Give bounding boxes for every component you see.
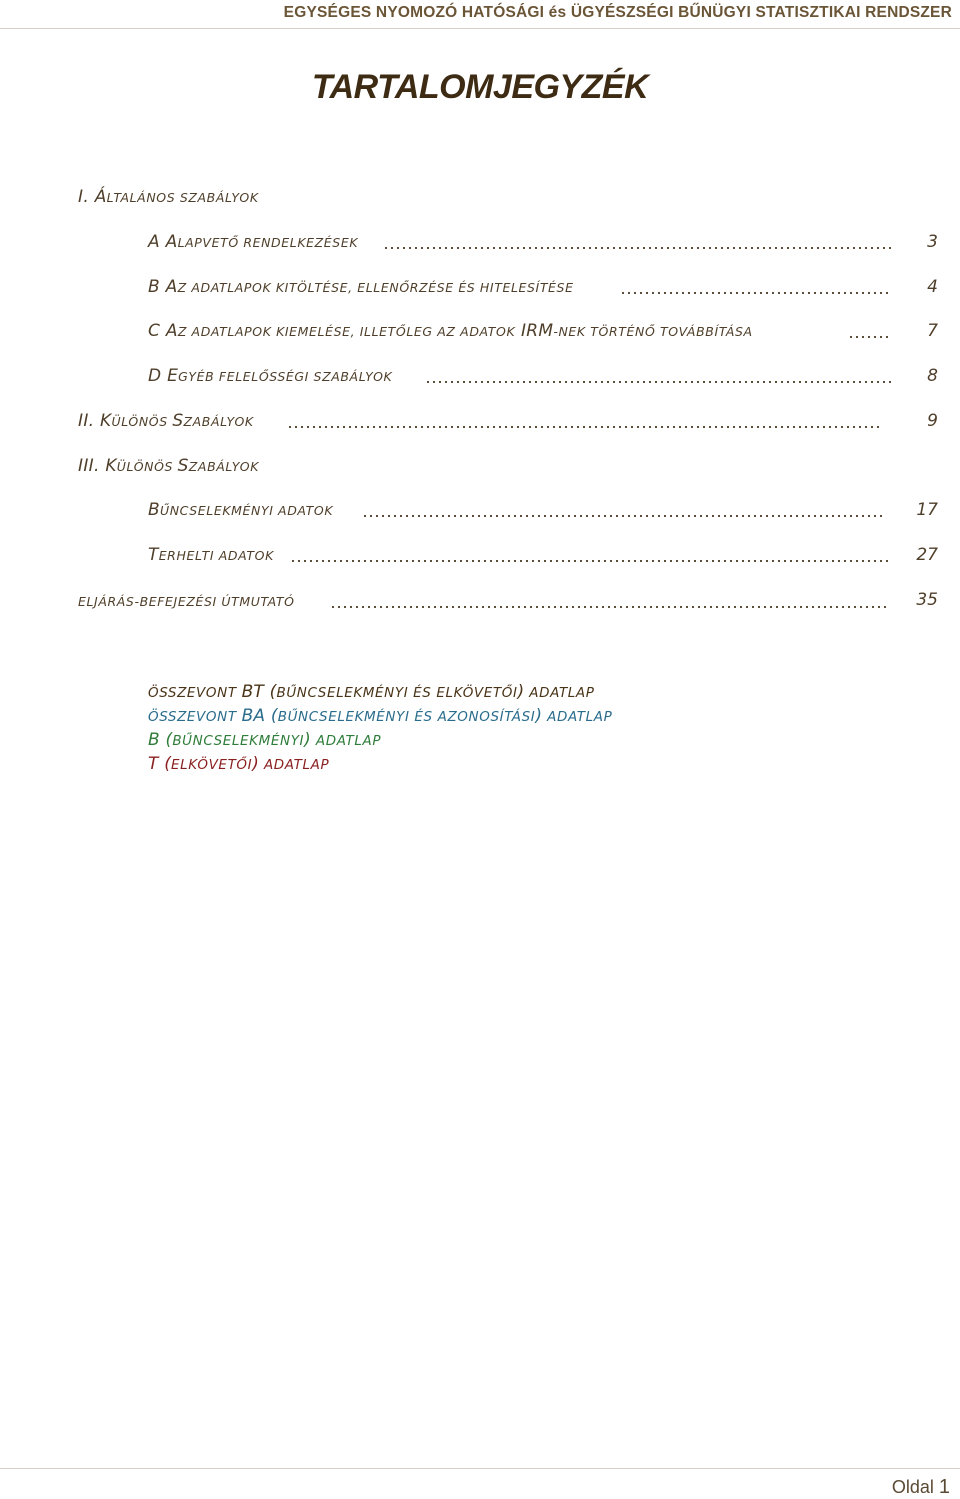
toc-entry-procedure-guide[interactable]: ELJÁRÁS-BEFEJEZÉSI ÚTMUTATÓ bbox=[78, 594, 295, 609]
toc-section-1[interactable]: I. ÁLTALÁNOS SZABÁLYOK bbox=[78, 187, 259, 207]
toc-page-number: 8 bbox=[927, 366, 938, 386]
toc-page-number: 35 bbox=[916, 590, 938, 610]
toc-entry-suspect-data[interactable]: TERHELTI ADATOK bbox=[148, 545, 274, 565]
toc-entry-b[interactable]: B AZ ADATLAPOK KITÖLTÉSE, ELLENŐRZÉSE ÉS HITELESÍTÉSE bbox=[148, 277, 574, 297]
toc-page-number: 3 bbox=[927, 232, 938, 252]
toc-leader-dots bbox=[287, 426, 883, 428]
toc-entry-a[interactable]: A ALAPVETŐ RENDELKEZÉSEK bbox=[148, 232, 359, 252]
toc-leader-dots bbox=[620, 292, 892, 294]
toc-page-number: 4 bbox=[927, 277, 938, 297]
toc-page-number: 27 bbox=[916, 545, 938, 565]
footer-page-number: 1 bbox=[938, 1476, 950, 1498]
header-divider bbox=[0, 28, 960, 29]
toc-leader-dots bbox=[330, 606, 890, 608]
toc-entry-d[interactable]: D EGYÉB FELELŐSSÉGI SZABÁLYOK bbox=[148, 366, 393, 386]
document-header: EGYSÉGES NYOMOZÓ HATÓSÁGI és ÜGYÉSZSÉGI BŰNÜGYI STATISZTIKAI RENDSZER bbox=[283, 4, 952, 21]
toc-page-number: 9 bbox=[927, 411, 938, 431]
form-item-b[interactable]: B (BŰNCSELEKMÉNYI) ADATLAP bbox=[148, 730, 382, 750]
toc-page-number: 17 bbox=[916, 500, 938, 520]
form-item-t[interactable]: T (ELKÖVETŐI) ADATLAP bbox=[148, 754, 330, 774]
toc-leader-dots bbox=[425, 381, 891, 383]
form-item-bt[interactable]: ÖSSZEVONT BT (BŰNCSELEKMÉNYI ÉS ELKÖVETŐI) ADATLAP bbox=[148, 682, 595, 702]
toc-leader-dots bbox=[383, 247, 893, 249]
footer-divider bbox=[0, 1468, 960, 1469]
page-title: TARTALOMJEGYZÉK bbox=[311, 68, 649, 106]
toc-section-2[interactable]: II. KÜLÖNÖS SZABÁLYOK bbox=[78, 411, 254, 431]
toc-leader-dots bbox=[848, 336, 892, 338]
toc-page-number: 7 bbox=[927, 321, 938, 341]
toc-section-3[interactable]: III. KÜLÖNÖS SZABÁLYOK bbox=[78, 456, 260, 476]
toc-entry-crime-data[interactable]: BŰNCSELEKMÉNYI ADATOK bbox=[148, 500, 334, 520]
toc-entry-c[interactable]: C AZ ADATLAPOK KIEMELÉSE, ILLETŐLEG AZ ADATOK IRM-NEK TÖRTÉNŐ TOVÁBBÍTÁSA bbox=[148, 321, 753, 341]
footer-label: Oldal bbox=[891, 1477, 934, 1497]
toc-leader-dots bbox=[362, 515, 882, 517]
form-item-ba[interactable]: ÖSSZEVONT BA (BŰNCSELEKMÉNYI ÉS AZONOSÍTÁSI) ADATLAP bbox=[148, 706, 613, 726]
toc-leader-dots bbox=[290, 560, 890, 562]
